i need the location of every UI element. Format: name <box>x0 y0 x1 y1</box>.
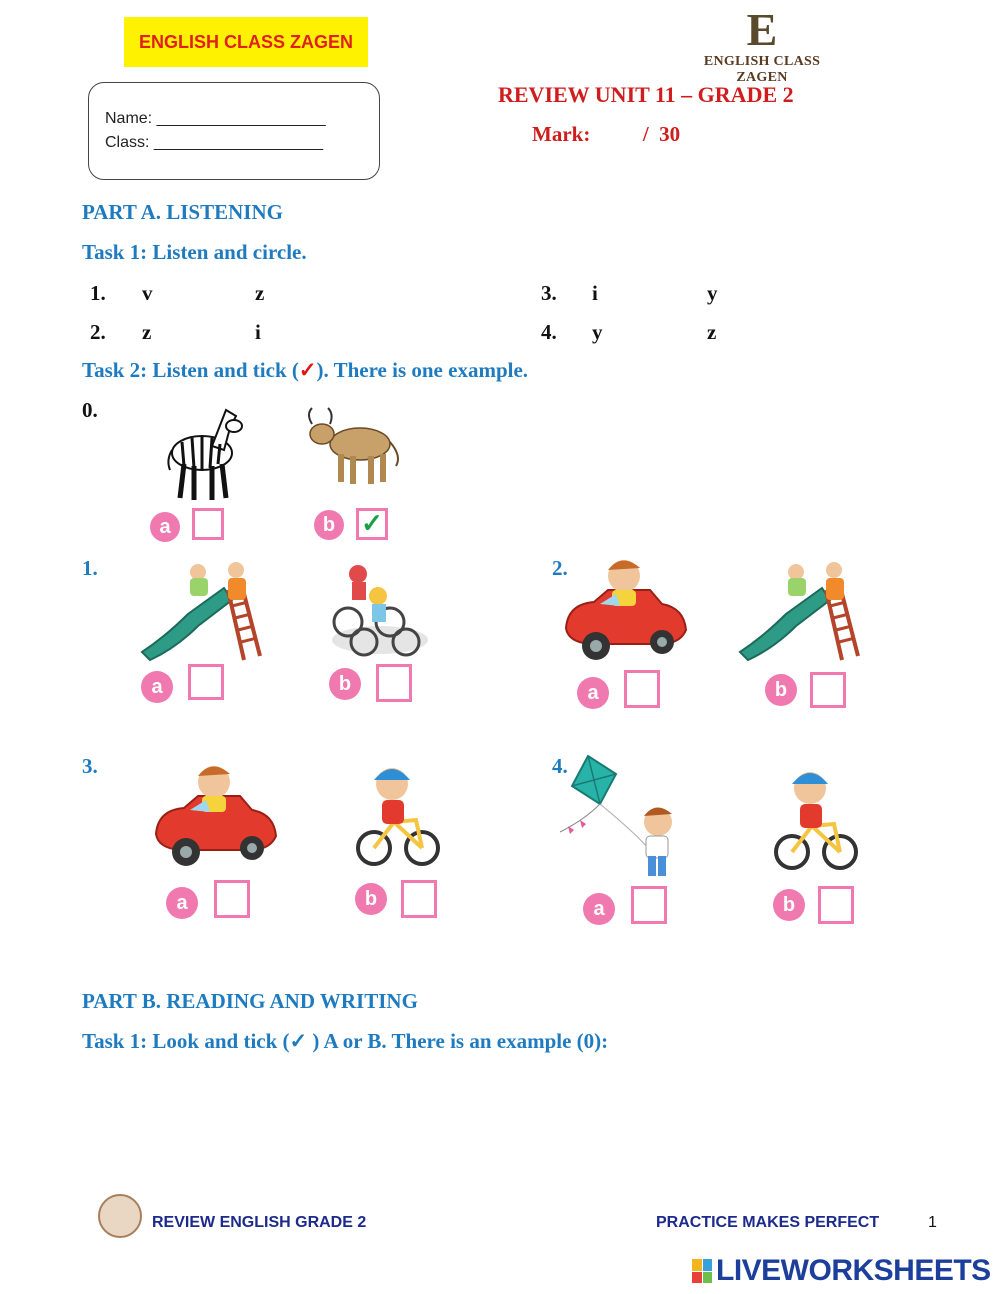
item-4-label-b: b <box>773 889 805 921</box>
task1-item-2-num: 2. <box>90 320 106 344</box>
task2-item-1-num: 1. <box>82 556 98 580</box>
item-0-label-b: b <box>314 510 344 540</box>
task1-item-1-num: 1. <box>90 281 106 305</box>
item-2-label-a: a <box>577 677 609 709</box>
task1-item-4-num: 4. <box>541 320 557 344</box>
page-number: 1 <box>928 1214 937 1231</box>
liveworksheets-logo[interactable] <box>692 1254 991 1288</box>
zebra-icon <box>164 398 244 503</box>
item-2-label-b: b <box>765 674 797 706</box>
tick-icon: ✓ <box>298 358 317 382</box>
item-1-checkbox-a[interactable] <box>188 664 224 700</box>
bike-icon <box>352 760 442 870</box>
bike-icon <box>770 764 860 874</box>
item-0-checkbox-a[interactable] <box>192 508 224 540</box>
task1-item-3-num: 3. <box>541 281 557 305</box>
logo-text: ENGLISH CLASS ZAGEN <box>703 54 821 85</box>
brand-label: ENGLISH CLASS ZAGEN <box>124 17 368 67</box>
item-3-checkbox-b[interactable] <box>401 880 437 918</box>
item-3-label-a: a <box>166 887 198 919</box>
school-seal-icon <box>98 1194 142 1238</box>
item-0-checkbox-b[interactable]: ✓ <box>356 508 388 540</box>
part-b-task1-heading: Task 1: Look and tick (✓ ) A or B. There is an example (0): <box>82 1029 609 1053</box>
slide-icon <box>734 556 864 662</box>
worksheet-title: REVIEW UNIT 11 – GRADE 2 <box>498 82 794 107</box>
task1-item-4-option-a[interactable]: y <box>592 320 603 344</box>
name-field[interactable]: Name: ___________________ <box>105 110 326 127</box>
school-logo <box>686 4 838 85</box>
kite-icon <box>554 752 688 882</box>
student-info-box <box>88 82 380 180</box>
item-2-checkbox-a[interactable] <box>624 670 660 708</box>
task1-item-2-option-b[interactable]: i <box>255 320 261 344</box>
task2-heading-post: ). There is one example. <box>316 358 529 382</box>
liveworksheets-icon <box>692 1259 712 1283</box>
bikes-icon <box>330 560 430 660</box>
task1-item-1-option-a[interactable]: v <box>142 281 153 305</box>
item-1-checkbox-b[interactable] <box>376 664 412 702</box>
footer-right-text: PRACTICE MAKES PERFECT <box>656 1214 880 1231</box>
cow-icon <box>302 404 406 490</box>
item-4-label-a: a <box>583 893 615 925</box>
class-field[interactable]: Class: ___________________ <box>105 134 323 151</box>
task1-item-2-option-a[interactable]: z <box>142 320 152 344</box>
item-4-checkbox-a[interactable] <box>631 886 667 924</box>
footer-left-text: REVIEW ENGLISH GRADE 2 <box>152 1214 367 1231</box>
item-3-label-b: b <box>355 883 387 915</box>
task2-item-0-num: 0. <box>82 398 98 422</box>
task2-item-4-num: 4. <box>552 754 568 778</box>
item-0-label-a: a <box>150 512 180 542</box>
mark-field: Mark: / 30 <box>532 122 681 146</box>
item-1-label-a: a <box>141 671 173 703</box>
part-b-heading: PART B. READING AND WRITING <box>82 989 418 1013</box>
item-2-checkbox-b[interactable] <box>810 672 846 708</box>
task1-item-3-option-a[interactable]: i <box>592 281 598 305</box>
task1-item-4-option-b[interactable]: z <box>707 320 717 344</box>
task1-item-1-option-b[interactable]: z <box>255 281 265 305</box>
task2-item-2-num: 2. <box>552 556 568 580</box>
part-a-heading: PART A. LISTENING <box>82 200 283 224</box>
task1-heading: Task 1: Listen and circle. <box>82 240 307 264</box>
logo-letter: E <box>746 4 778 55</box>
slide-icon <box>136 556 266 662</box>
task1-item-3-option-b[interactable]: y <box>707 281 718 305</box>
item-3-checkbox-a[interactable] <box>214 880 250 918</box>
car-icon <box>560 554 690 666</box>
task2-item-3-num: 3. <box>82 754 98 778</box>
car-icon <box>150 760 280 872</box>
item-4-checkbox-b[interactable] <box>818 886 854 924</box>
liveworksheets-text: LIVEWORKSHEETS <box>716 1254 991 1287</box>
task2-heading <box>82 358 528 383</box>
item-1-label-b: b <box>329 668 361 700</box>
task2-heading-pre: Task 2: Listen and tick ( <box>82 358 299 382</box>
